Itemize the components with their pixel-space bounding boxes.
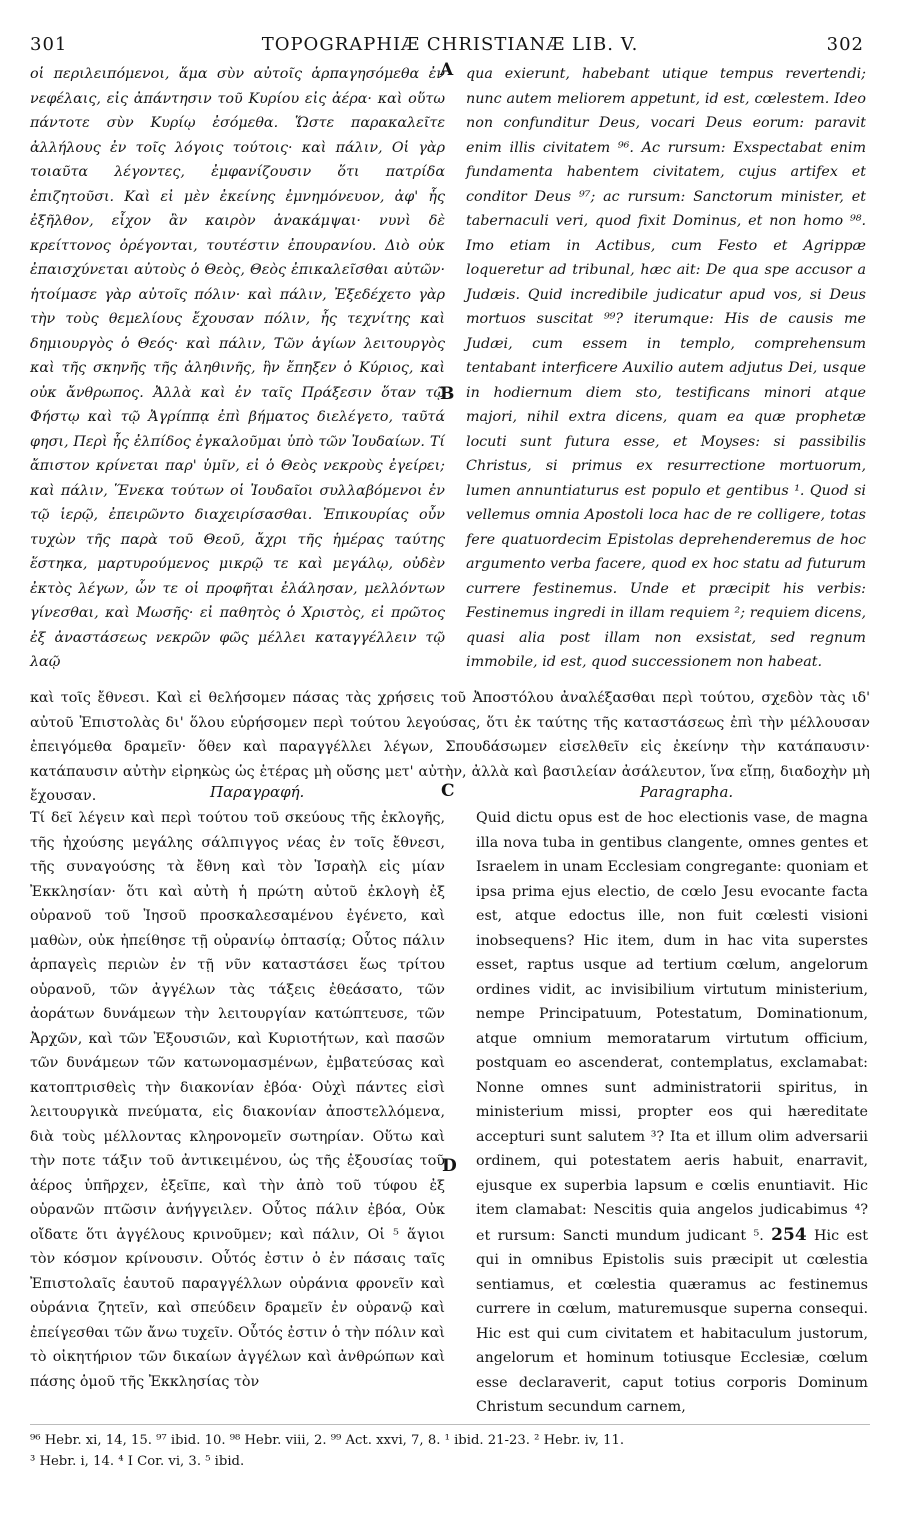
greek-column-top: οἱ περιλειπόμενοι, ἅμα σὺν αὐτοῖς ἁρπαγησόμεθα ἐν νεφέλαις, εἰς ἀπάντησιν τοῦ Κυρίου εἰς ἀέρα· καὶ οὕτω πάντοτε σὺν Κυρίῳ ἐσόμεθα. Ὥστε παρακαλεῖτε ἀλλήλους ἐν τοῖς λόγοις τούτοις· καὶ πάλιν, Οἱ γὰρ τοιαῦτα λέγοντες, ἐμφανίζουσιν ὅτι πατρίδα ἐπιζητοῦσι. Καὶ εἰ μὲν ἐκείνης ἐμνημόνευον, ἀφ' ἧς ἐξῆλθον, εἶχον ἂν καιρὸν ἀνακάμψαι· νυνὶ δὲ κρείττονος ὀρέγονται, τουτέστιν ἐπουρανίου. Διὸ οὐκ ἐπαισχύνεται αὐτοὺς ὁ Θεὸς, Θεὸς ἐπικαλεῖσθαι αὐτῶν· ἡτοίμασε γὰρ αὐτοῖς πόλιν· καὶ πάλιν, Ἐξεδέχετο γὰρ τὴν τοὺς θεμελίους ἔχουσαν πόλιν, ἧς τεχνίτης καὶ δημιουργὸς ὁ Θεός· καὶ πάλιν, Τῶν ἁγίων λειτουργὸς καὶ τῆς σκηνῆς τῆς ἀληθινῆς, ἣν ἔπηξεν ὁ Κύριος, καὶ οὐκ ἄνθρωπος. Ἀλλὰ καὶ ἐν ταῖς Πράξεσιν ὅταν τῷ Φήστῳ καὶ τῷ Ἀγρίππᾳ ἐπὶ βήματος διελέγετο, ταῦτά φησι, Περὶ ἧς ἐλπίδος ἐγκαλοῦμαι ὑπὸ τῶν Ἰουδαίων. Τί ἄπιστον κρίνεται παρ' ὑμῖν, εἰ ὁ Θεὸς νεκροὺς ἐγείρει; καὶ πάλιν, Ἕνεκα τούτων οἱ Ἰουδαῖοι συλλαβόμενοι ἐν τῷ ἱερῷ, ἐπειρῶντο διαχειρίσασθαι. Ἐπικουρίας οὖν τυχὼν τῆς παρὰ τοῦ Θεοῦ, ἄχρι τῆς ἡμέρας ταύτης ἕστηκα, μαρτυρούμενος μικρῷ τε καὶ μεγάλῳ, οὐδὲν ἐκτὸς λέγων, ὧν τε οἱ προφῆται ἐλάλησαν, μελλόντων γίνεσθαι, καὶ Μωσῆς· εἰ παθητὸς ὁ Χριστὸς, εἰ πρῶτος ἐξ ἀναστάσεως νεκρῶν φῶς μέλλει καταγγέλλειν τῷ λαῷ bbox=[30, 66, 445, 670]
footnote-divider bbox=[30, 1424, 870, 1425]
footnotes bbox=[30, 1430, 870, 1472]
margin-marker-c: C bbox=[441, 781, 455, 801]
section-heading-greek: Παραγραφή. bbox=[210, 783, 305, 801]
latin-bottom-part-b: Hic est qui in omnibus Epistolis suis præcipit ut cœlestia sentiamus, et cœlestia quæramus ac festinemus currere in cœlum, maturemusque superna consequi. Hic est qui cum civitatem et habitaculum justorum, angelorum et hominum totiusque Ecclesiæ, cœlum esse declaraverit, caput totius corporis Dominum Christum secundum carnem, bbox=[476, 1227, 869, 1415]
latin-bottom-part-a: Quid dictu opus est de hoc electionis vase, de magna illa nova tuba in gentibus clangente, omnes gentes et Israelem in unam Ecclesiam congregante: quoniam et ipsa prima ejus electio, de cœlo Jesu evocante facta est, atque edoctus ille, non fuit cœlesti visioni inobsequens? Hic item, dum in hac vita superstes esset, raptus usque ad tertium cœlum, angelorum ordines vidit, ac invisibilium virtutum ministerium, nempe Principatuum, Potestatum, Dominationum, atque omnium memoratarum virtutum officium, postquam eo ascenderat, contemplatus, exclamabat: Nonne omnes sunt administratorii spiritus, in ministerium missi, propter eos qui hæreditate accepturi sunt salutem ³? Ita et illum olim adversarii ordinem, qui potestatem aeris habuit, enarravit, ejusque ex superbia lapsum e cœlis enuntiavit. Hic item clamabat: Nescitis quia angelos judicabimus ⁴? et rursum: Sancti mundum judicant ⁵. bbox=[476, 810, 868, 1244]
margin-marker-a: A bbox=[440, 60, 454, 80]
footnote-line: ⁹⁶ Hebr. xi, 14, 15. ⁹⁷ ibid. 10. ⁹⁸ Hebr. viii, 2. ⁹⁹ Act. xxvi, 7, 8. ¹ ibid. 21-23. ² Hebr. iv, 11. bbox=[30, 1433, 625, 1448]
margin-marker-b: B bbox=[440, 384, 455, 404]
section-heading-latin: Paragrapha. bbox=[640, 783, 734, 801]
column-number: 254 bbox=[771, 1224, 807, 1245]
footnote-line: ³ Hebr. i, 14. ⁴ I Cor. vi, 3. ⁵ ibid. bbox=[30, 1454, 245, 1469]
latin-column-top: qua exierunt, habebant utique tempus revertendi; nunc autem meliorem appetunt, id est, cœlestem. Ideo non confunditur Deus, vocari Deus eorum: paravit enim illis civitatem ⁹⁶. Ac rursum: Exspectabat enim fundamenta habentem civitatem, cujus artifex et conditor Deus ⁹⁷; ac rursum: Sanctorum minister, et tabernaculi veri, quod fixit Dominus, et non homo ⁹⁸. Imo etiam in Actibus, cum Festo et Agrippæ loqueretur ad tribunal, hæc ait: De qua spe accusor a Judæis. Quid incredibile judicatur apud vos, si Deus mortuos suscitat ⁹⁹? iterumque: His de causis me Judæi, cum essem in templo, comprehensum tentabant interficere Auxilio autem adjutus Dei, usque in hodiernum diem sto, testificans minori atque majori, nihil extra dicens, quam ea quæ prophetæ locuti sunt futura esse, et Moyses: si passibilis Christus, si primus ex resurrectione mortuorum, lumen annuntiaturus est populo et gentibus ¹. Quod si vellemus omnia Apostoli loca hac de re colligere, totas fere quatuordecim Epistolas deprehenderemus de hoc argumento verba facere, quod ex hoc statu ad futurum currere festinemus. Unde et præcipit his verbis: Festinemus ingredi in illam requiem ²; requiem dicens, quasi alia post illam non exsistat, sed regnum immobile, id est, quod successionem non habeat. bbox=[466, 66, 866, 670]
greek-full-width-text: καὶ τοῖς ἔθνεσι. Καὶ εἰ θελήσομεν πάσας τὰς χρήσεις τοῦ Ἀποστόλου ἀναλέξασθαι περὶ τούτου, σχεδὸν τὰς ιδ' αὐτοῦ Ἐπιστολὰς δι' ὅλου εὑρήσομεν περὶ τούτου λεγούσας, ὅτι ἐκ ταύτης τῆς καταστάσεως ἐπὶ τὴν μέλλουσαν ἐπειγόμεθα δραμεῖν· ὅθεν καὶ παραγγέλλει λέγων, Σπουδάσωμεν εἰσελθεῖν εἰς ἐκείνην τὴν κατάπαυσιν· κατάπαυσιν αὐτὴν εἰρηκὼς ὡς ἑτέρας μὴ οὔσης μετ' αὐτὴν, ἀλλὰ καὶ βασιλείαν ἀσάλευτον, ἵνα εἴπῃ, διαδοχὴν μὴ ἔχουσαν. bbox=[30, 690, 870, 804]
page-number-right: 302 bbox=[826, 34, 864, 55]
running-title: TOPOGRAPHIÆ CHRISTIANÆ LIB. V. bbox=[261, 34, 639, 55]
greek-column-bottom: Τί δεῖ λέγειν καὶ περὶ τούτου τοῦ σκεύους τῆς ἐκλογῆς, τῆς ἠχούσης μεγάλης σάλπιγγος νέας ἐν τοῖς ἔθνεσι, τῆς συναγούσης τὰ ἔθνη καὶ τὸν Ἰσραὴλ εἰς μίαν Ἐκκλησίαν· ὅτι καὶ αὐτὴ ἡ πρώτη αὐτοῦ ἐκλογὴ ἐξ οὐρανοῦ τοῦ Ἰησοῦ προσκαλεσαμένου ἐγένετο, καὶ μαθὼν, οὐκ ἠπείθησε τῇ οὐρανίῳ ὀπτασίᾳ; Οὗτος πάλιν ἁρπαγεὶς περιὼν ἐν τῇ νῦν καταστάσει ἕως τρίτου οὐρανοῦ, τῶν ἀγγέλων τὰς τάξεις ἐθεάσατο, τῶν ἀοράτων δυνάμεων τὴν λειτουργίαν κατώπτευσε, τῶν Ἀρχῶν, καὶ τῶν Ἐξουσιῶν, καὶ Κυριοτήτων, καὶ πασῶν τῶν δυνάμεων τῶν κατωνομασμένων, ἐμβατεύσας καὶ κατοπτρισθεὶς τὴν διακονίαν ἐβόα· Οὐχὶ πάντες εἰσὶ λειτουργικὰ πνεύματα, εἰς διακονίαν ἀποστελλόμενα, διὰ τοὺς μέλλοντας κληρονομεῖν σωτηρίαν. Οὕτω καὶ τὴν ποτε τάξιν τοῦ ἀντικειμένου, ὡς τῆς ἐξουσίας τοῦ ἀέρος ὑπῆρχεν, ἐξεῖπε, καὶ τὴν ἀπὸ τοῦ τύφου ἐξ οὐρανῶν πτῶσιν ἀνήγγειλεν. Οὗτος πάλιν ἐβόα, Οὐκ οἴδατε ὅτι ἀγγέλους κρινοῦμεν; καὶ πάλιν, Οἱ ⁵ ἅγιοι τὸν κόσμον κρίνουσιν. Οὗτός ἐστιν ὁ ἐν πάσαις ταῖς Ἐπιστολαῖς ἑαυτοῦ παραγγέλλων οὐράνια φρονεῖν καὶ οὐράνια ζητεῖν, καὶ σπεύδειν δραμεῖν ἐν οὐρανῷ καὶ ἐπείγεσθαι τῶν ἄνω τυχεῖν. Οὗτός ἐστιν ὁ τὴν πόλιν καὶ τὸ οἰκητήριον τῶν δικαίων ἀγγέλων καὶ ἀνθρώπων καὶ πάσης ὁμοῦ τῆς Ἐκκλησίας τὸν bbox=[30, 810, 445, 1390]
latin-column-bottom bbox=[476, 806, 868, 1420]
margin-marker-d: D bbox=[442, 1156, 457, 1176]
page-number-left: 301 bbox=[30, 34, 68, 55]
